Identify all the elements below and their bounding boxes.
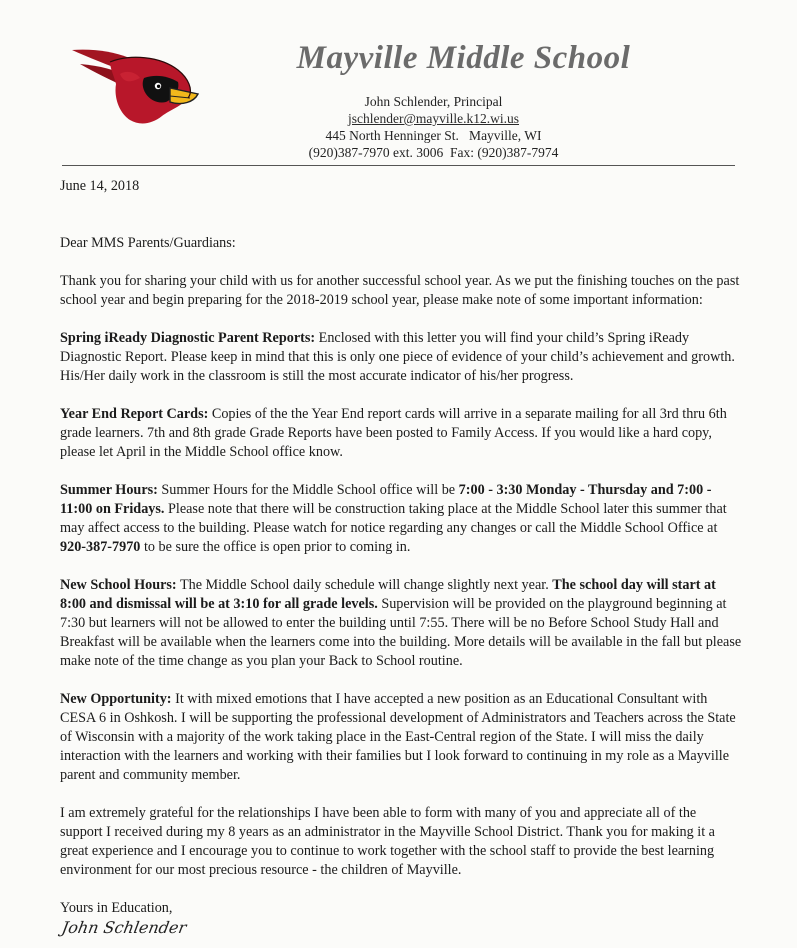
- closing-paragraph: I am extremely grateful for the relationships I have been able to form with many of you and appreciate all of the support I received during my 8 years as an administrator in the Mayville School District. Thank you for making it a great experience and I encourage you to continue to work together with the school staff to provide the best learning environment for our most precious resource - the children of Mayville.: [60, 805, 715, 878]
- principal-email-link[interactable]: jschlender@mayville.k12.wi.us: [347, 111, 520, 126]
- summer-hours-paragraph: [60, 481, 742, 557]
- intro-paragraph: Thank you for sharing your child with us for another successful school year. As we put the finishing touches on the past school year and begin preparing for the 2018-2019 school year, please make note of some important information:: [60, 273, 740, 308]
- school-name-heading: Mayville Middle School: [296, 40, 631, 76]
- signature: John Schlender: [60, 918, 188, 937]
- new-opportunity-paragraph: [60, 690, 742, 785]
- iready-text: Enclosed with this letter you will find your child’s Spring iReady Diagnostic Report. Please keep in mind that this is only one piece of evidence of your child’s achievement and growth. His/Her daily work in the classroom is still the most accurate indicator of his/her progress.: [60, 330, 735, 384]
- report-cards-heading: Year End Report Cards:: [60, 406, 209, 422]
- new-hours-text-2: Supervision will be provided on the playground beginning at 7:30 but learners will not be allowed to enter the building until 7:55. There will be no Before School Study Hall and Breakfast will be available when the learners come into the building. More details will be available in the fall but please make note of the time change as you plan your Back to School routine.: [60, 596, 742, 669]
- new-hours-heading: New School Hours:: [60, 577, 177, 593]
- school-address: 445 North Henninger St. Mayville, WI: [325, 128, 542, 143]
- contact-block: [0, 93, 797, 161]
- new-hours-times: The school day will start at 8:00 and dismissal will be at 3:10 for all grade levels.: [60, 577, 716, 612]
- summer-hours-text-2: Please note that there will be construction taking place at the Middle School later this summer that may affect access to the building. Please watch for notice regarding any changes or call the Middle School Office at: [60, 501, 727, 536]
- summer-hours-times: 7:00 - 3:30 Monday - Thursday and 7:00 - 11:00 on Fridays.: [60, 482, 712, 517]
- letter-body: [60, 177, 742, 937]
- new-opportunity-heading: New Opportunity:: [60, 691, 172, 707]
- report-cards-text: Copies of the the Year End report cards will arrive in a separate mailing for all 3rd thru 6th grade learners. 7th and 8th grade Grade Reports have been posted to Family Access. If you would like a hard copy, please let April in the Middle School office know.: [60, 406, 727, 460]
- office-phone: 920-387-7970: [60, 539, 141, 555]
- summer-hours-text-1: Summer Hours for the Middle School office will be: [157, 482, 459, 498]
- new-hours-text-1: The Middle School daily schedule will change slightly next year.: [176, 577, 553, 593]
- salutation: Dear MMS Parents/Guardians:: [60, 235, 236, 251]
- iready-heading: Spring iReady Diagnostic Parent Reports:: [60, 330, 316, 346]
- summer-hours-heading: Summer Hours:: [60, 482, 158, 498]
- closing-line: Yours in Education,: [60, 900, 173, 916]
- letter-date: June 14, 2018: [60, 178, 140, 194]
- summer-hours-text-3: to be sure the office is open prior to coming in.: [140, 539, 411, 555]
- report-cards-paragraph: [60, 405, 742, 462]
- iready-paragraph: [60, 329, 742, 386]
- principal-name: John Schlender, Principal: [364, 94, 503, 109]
- new-hours-paragraph: [60, 576, 742, 671]
- header-divider: [62, 165, 735, 166]
- school-phone: (920)387-7970 ext. 3006 Fax: (920)387-7974: [308, 145, 559, 160]
- new-opportunity-text: It with mixed emotions that I have accepted a new position as an Educational Consultant with CESA 6 in Oshkosh. I will be supporting the professional development of Administrators and Teachers across the State of Wisconsin with a majority of the work taking place in the East-Central region of the State. I will miss the daily interaction with the learners and working with their families but I look forward to continuing in my role as a Mayville parent and community member.: [60, 691, 736, 783]
